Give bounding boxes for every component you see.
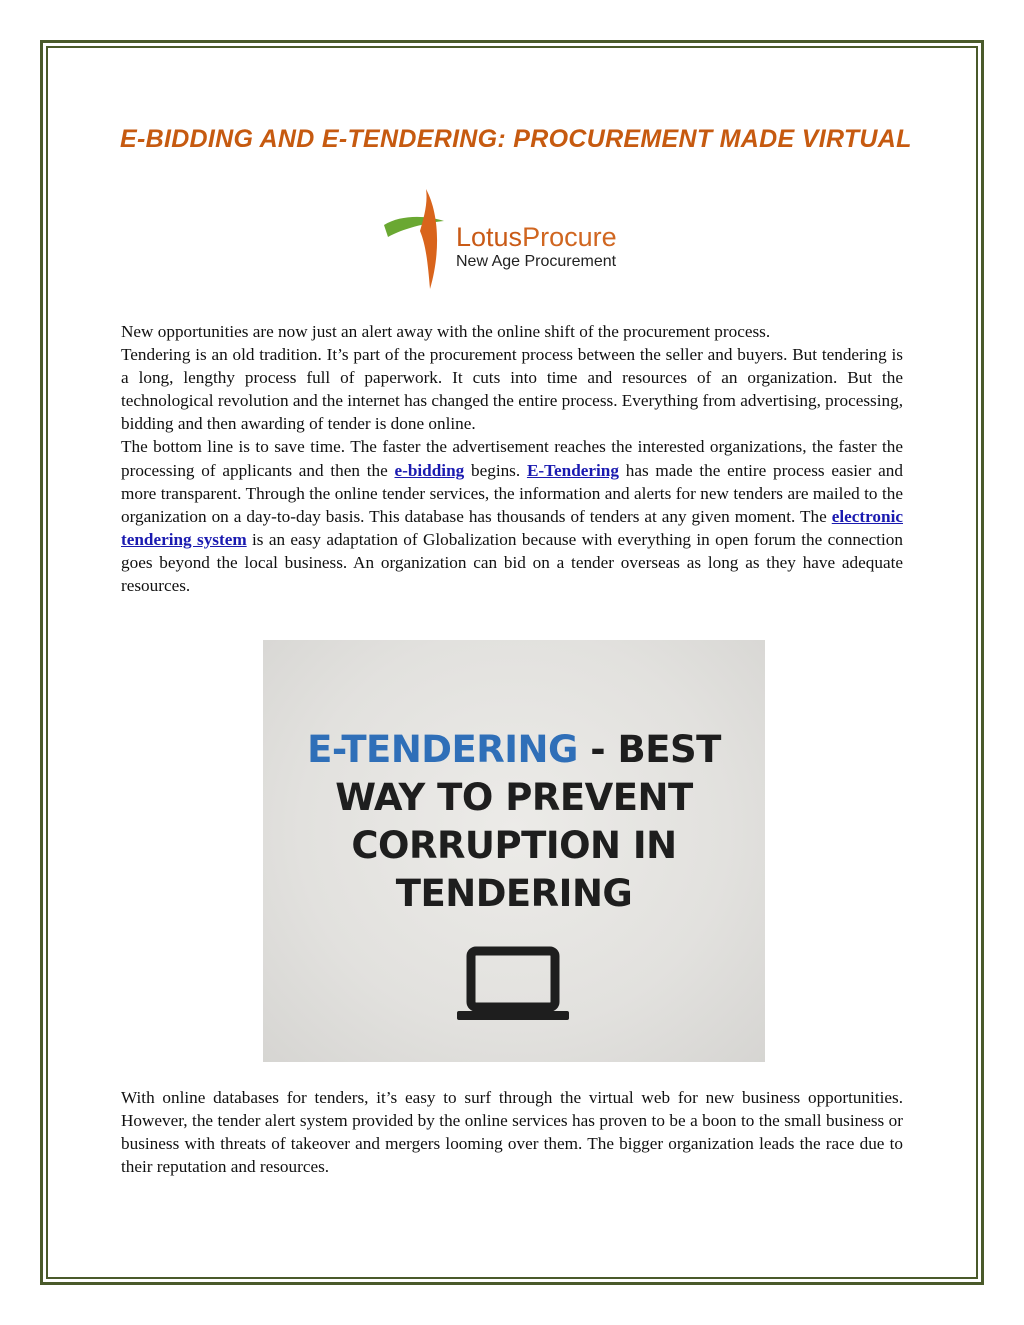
lotusprocure-logo: [380, 185, 650, 295]
e-tendering-banner-image: [263, 640, 765, 1062]
document-title: E-BIDDING AND E-TENDERING: PROCUREMENT MADE VIRTUAL: [120, 125, 912, 153]
e-bidding-link[interactable]: e-bidding: [394, 460, 465, 480]
closing-paragraph: [121, 1086, 903, 1178]
laptop-icon: [453, 945, 573, 1025]
banner-line-3: CORRUPTION IN: [351, 824, 677, 867]
paragraph-2: Tendering is an old tradition. It’s part of the procurement process between the seller and buyers. But tendering is a long, lengthy process full of paperwork. It cuts into time and resources of an organization. But the technological revolution and the internet has changed the entire process. Everything from advertising, processing, bidding and then awarding of tender is done online.: [121, 345, 903, 434]
banner-line-2: WAY TO PREVENT: [335, 776, 693, 819]
paragraph-4: With online databases for tenders, it’s easy to surf through the virtual web for new business opportunities. However, the tender alert system provided by the online services has proven to be a boon to the small business or business with threats of takeover and mergers looming over them. The bigger organization leads the race due to their reputation and resources.: [121, 1088, 903, 1177]
electronic-tendering-system-link[interactable]: electronic tendering system: [121, 506, 903, 549]
body-text: [121, 320, 903, 597]
logo-text: [456, 223, 617, 271]
paragraph-1: New opportunities are now just an alert away with the online shift of the procurement process.: [121, 322, 771, 341]
logo-tagline: New Age Procurement: [456, 253, 617, 270]
banner-text: E-TENDERING - BEST WAY TO PREVENT CORRUPTION IN TENDERING: [263, 726, 765, 918]
logo-brand: LotusProcure: [456, 222, 617, 252]
banner-highlight: E-TENDERING: [307, 728, 578, 771]
banner-line-4: TENDERING: [395, 872, 633, 915]
paragraph-3: The bottom line is to save time. The faster the advertisement reaches the interested organizations, the faster the processing of applicants and then the e-bidding begins. E-Tendering has made the entire process easier and more transparent. Through the online tender services, the information and alerts for new tenders are mailed to the organization on a day-to-day basis. This database has thousands of tenders at any given moment. The electronic tendering system is an easy adaptation of Globalization because with everything in open forum the connection goes beyond the local business. An organization can bid on a tender overseas as long as they have adequate resources.: [121, 437, 903, 596]
e-tendering-link[interactable]: E-Tendering: [526, 460, 619, 480]
